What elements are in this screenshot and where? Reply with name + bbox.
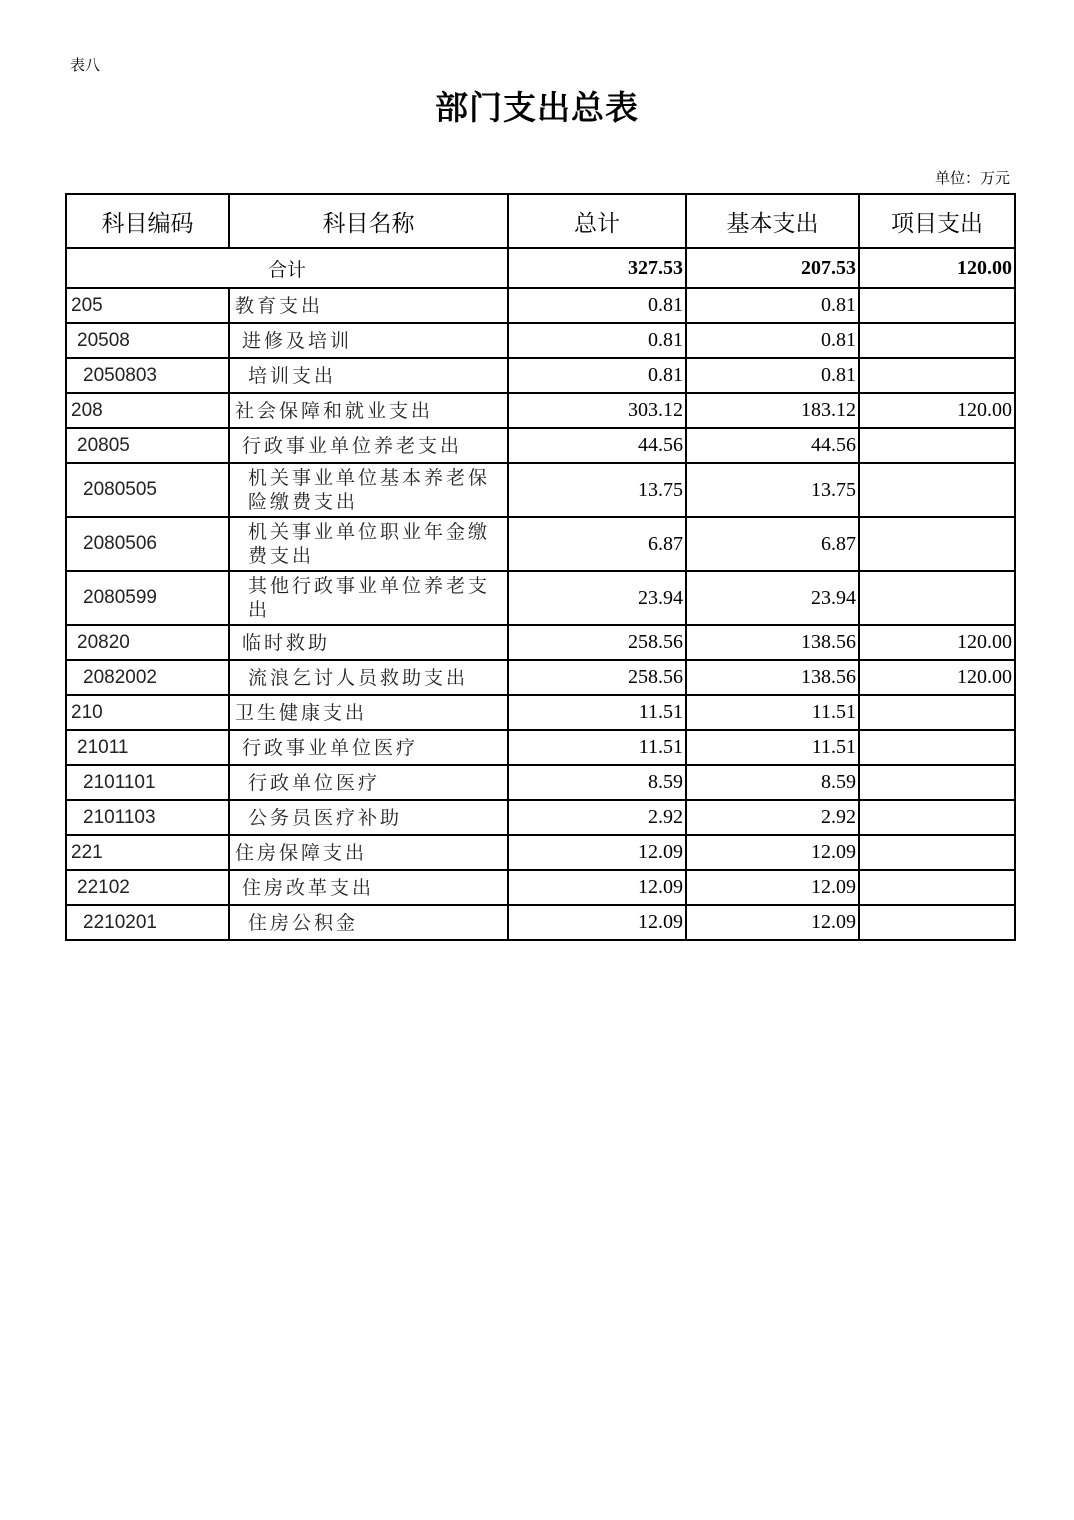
cell-project <box>859 835 1015 870</box>
unit-label: 单位：万元 <box>934 169 1010 187</box>
cell-basic: 0.81 <box>686 288 859 323</box>
cell-name: 培训支出 <box>229 358 508 393</box>
cell-code: 221 <box>66 835 229 870</box>
cell-basic: 0.81 <box>686 323 859 358</box>
cell-project <box>859 730 1015 765</box>
cell-name: 社会保障和就业支出 <box>229 393 508 428</box>
table-row <box>66 660 1015 695</box>
cell-name: 行政事业单位医疗 <box>229 730 508 765</box>
table-number: 表八 <box>70 56 101 74</box>
header-total: 总计 <box>508 194 686 248</box>
cell-basic: 12.09 <box>686 870 859 905</box>
table-row <box>66 323 1015 358</box>
cell-code: 210 <box>66 695 229 730</box>
cell-project: 120.00 <box>859 393 1015 428</box>
cell-project <box>859 905 1015 940</box>
cell-project <box>859 288 1015 323</box>
total-row <box>66 248 1015 288</box>
cell-project <box>859 517 1015 571</box>
cell-basic: 8.59 <box>686 765 859 800</box>
header-code: 科目编码 <box>66 194 229 248</box>
cell-code: 2101103 <box>66 800 229 835</box>
cell-project <box>859 870 1015 905</box>
cell-project <box>859 428 1015 463</box>
cell-total: 11.51 <box>508 695 686 730</box>
table-row <box>66 835 1015 870</box>
cell-name: 行政单位医疗 <box>229 765 508 800</box>
cell-total: 2.92 <box>508 800 686 835</box>
table-row <box>66 765 1015 800</box>
cell-total: 258.56 <box>508 625 686 660</box>
table-row <box>66 571 1015 625</box>
cell-project: 120.00 <box>859 660 1015 695</box>
cell-basic: 44.56 <box>686 428 859 463</box>
table-row <box>66 517 1015 571</box>
cell-code: 20508 <box>66 323 229 358</box>
cell-code: 22102 <box>66 870 229 905</box>
cell-code: 21011 <box>66 730 229 765</box>
table-row <box>66 288 1015 323</box>
table-row <box>66 463 1015 517</box>
expenditure-table <box>65 193 1016 941</box>
cell-name: 住房改革支出 <box>229 870 508 905</box>
cell-name: 机关事业单位职业年金缴费支出 <box>229 517 508 571</box>
cell-total: 12.09 <box>508 870 686 905</box>
cell-name: 行政事业单位养老支出 <box>229 428 508 463</box>
cell-total: 6.87 <box>508 517 686 571</box>
cell-code: 2050803 <box>66 358 229 393</box>
cell-total: 8.59 <box>508 765 686 800</box>
cell-total: 12.09 <box>508 905 686 940</box>
cell-name: 住房保障支出 <box>229 835 508 870</box>
cell-basic: 11.51 <box>686 730 859 765</box>
cell-total: 0.81 <box>508 358 686 393</box>
cell-name: 住房公积金 <box>229 905 508 940</box>
cell-code: 20805 <box>66 428 229 463</box>
cell-code: 205 <box>66 288 229 323</box>
cell-project <box>859 358 1015 393</box>
cell-code: 2101101 <box>66 765 229 800</box>
cell-total: 258.56 <box>508 660 686 695</box>
table-row <box>66 625 1015 660</box>
cell-name: 进修及培训 <box>229 323 508 358</box>
cell-code: 2080505 <box>66 463 229 517</box>
cell-name: 卫生健康支出 <box>229 695 508 730</box>
cell-project <box>859 463 1015 517</box>
table-row <box>66 870 1015 905</box>
cell-total: 23.94 <box>508 571 686 625</box>
cell-total: 44.56 <box>508 428 686 463</box>
cell-total: 11.51 <box>508 730 686 765</box>
cell-basic: 2.92 <box>686 800 859 835</box>
cell-basic: 183.12 <box>686 393 859 428</box>
header-name: 科目名称 <box>229 194 508 248</box>
cell-basic: 6.87 <box>686 517 859 571</box>
cell-name: 流浪乞讨人员救助支出 <box>229 660 508 695</box>
cell-basic: 23.94 <box>686 571 859 625</box>
header-basic: 基本支出 <box>686 194 859 248</box>
total-basic: 207.53 <box>686 248 859 288</box>
cell-name: 其他行政事业单位养老支出 <box>229 571 508 625</box>
page-title: 部门支出总表 <box>435 88 639 127</box>
cell-code: 208 <box>66 393 229 428</box>
table-row <box>66 905 1015 940</box>
cell-code: 20820 <box>66 625 229 660</box>
total-label: 合计 <box>66 248 508 288</box>
cell-project <box>859 323 1015 358</box>
table-row <box>66 428 1015 463</box>
cell-project: 120.00 <box>859 625 1015 660</box>
cell-basic: 0.81 <box>686 358 859 393</box>
cell-total: 0.81 <box>508 323 686 358</box>
table-row <box>66 730 1015 765</box>
cell-basic: 13.75 <box>686 463 859 517</box>
cell-name: 教育支出 <box>229 288 508 323</box>
cell-basic: 11.51 <box>686 695 859 730</box>
cell-project <box>859 765 1015 800</box>
cell-name: 临时救助 <box>229 625 508 660</box>
table-row <box>66 695 1015 730</box>
cell-name: 公务员医疗补助 <box>229 800 508 835</box>
header-row <box>66 194 1015 248</box>
cell-total: 12.09 <box>508 835 686 870</box>
cell-basic: 138.56 <box>686 660 859 695</box>
table-row <box>66 393 1015 428</box>
cell-project <box>859 695 1015 730</box>
cell-project <box>859 800 1015 835</box>
cell-code: 2082002 <box>66 660 229 695</box>
cell-basic: 138.56 <box>686 625 859 660</box>
total-total: 327.53 <box>508 248 686 288</box>
cell-name: 机关事业单位基本养老保险缴费支出 <box>229 463 508 517</box>
cell-basic: 12.09 <box>686 835 859 870</box>
total-project: 120.00 <box>859 248 1015 288</box>
cell-total: 303.12 <box>508 393 686 428</box>
cell-total: 0.81 <box>508 288 686 323</box>
cell-project <box>859 571 1015 625</box>
cell-basic: 12.09 <box>686 905 859 940</box>
cell-code: 2210201 <box>66 905 229 940</box>
table-row <box>66 358 1015 393</box>
cell-total: 13.75 <box>508 463 686 517</box>
table-row <box>66 800 1015 835</box>
cell-code: 2080599 <box>66 571 229 625</box>
header-project: 项目支出 <box>859 194 1015 248</box>
cell-code: 2080506 <box>66 517 229 571</box>
